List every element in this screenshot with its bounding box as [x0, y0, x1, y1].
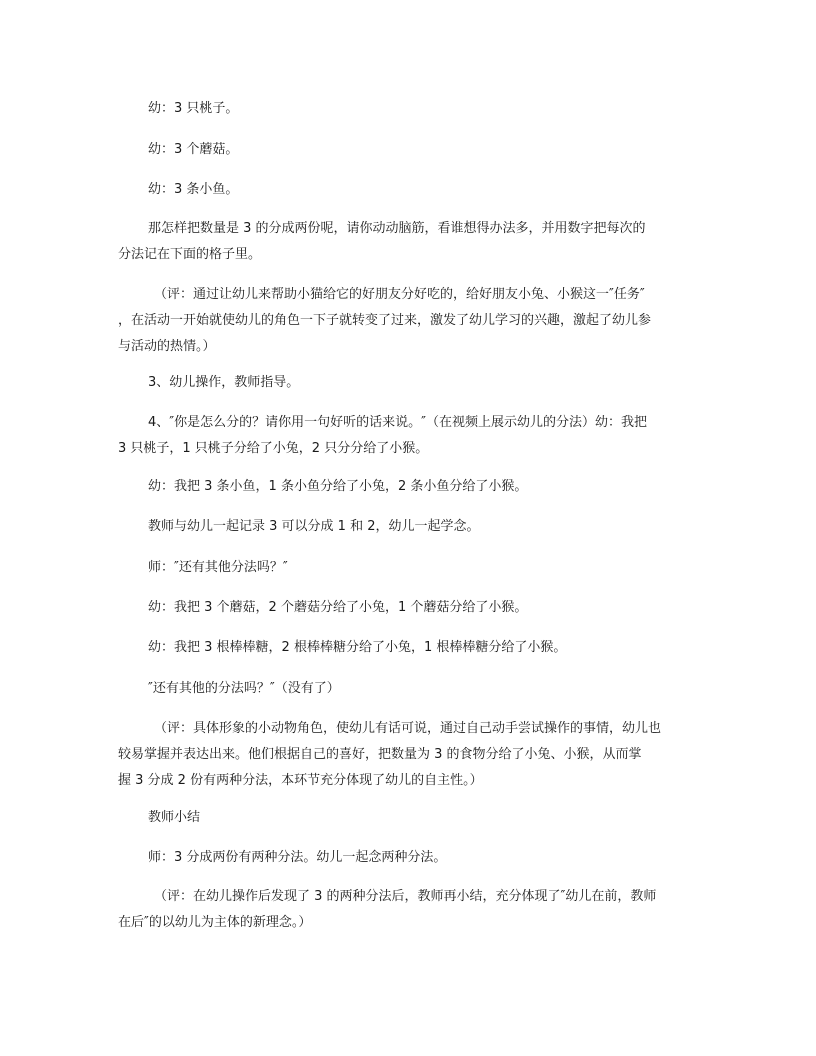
text-line: （评：在幼儿操作后发现了 3 的两种分法后，教师再小结，充分体现了″幼儿在前，教师 [154, 889, 657, 904]
text-line: 幼：3 条小鱼。 [148, 182, 239, 197]
paragraph-9 [118, 514, 702, 540]
paragraph-10 [118, 555, 702, 581]
paragraph-11 [118, 595, 702, 621]
text-line: 分法记在下面的格子里。 [118, 247, 262, 262]
text-line: ″还有其他的分法吗？″（没有了） [148, 681, 340, 696]
text-line: 幼：3 只桃子。 [148, 101, 239, 116]
paragraph-14 [118, 716, 702, 794]
paragraph-5 [118, 282, 702, 360]
text-line: 教师小结 [148, 810, 201, 825]
text-line: 较易掌握并表达出来。他们根据自己的喜好，把数量为 3 的食物分给了小兔、小猴，从而掌 [118, 747, 642, 762]
text-line: 教师与幼儿一起记录 3 可以分成 1 和 2，幼儿一起学念。 [148, 519, 480, 534]
text-line: （评：具体形象的小动物角色，使幼儿有话可说，通过自己动手尝试操作的事情，幼儿也 [154, 721, 662, 736]
paragraph-3 [118, 177, 702, 203]
text-line: 在后″的以幼儿为主体的新理念。） [118, 915, 312, 930]
text-line: 幼：我把 3 个蘑菇，2 个蘑菇分给了小兔，1 个蘑菇分给了小猴。 [148, 600, 528, 615]
paragraph-1 [118, 96, 702, 122]
text-line: ，在活动一开始就使幼儿的角色一下子就转变了过来，激发了幼儿学习的兴趣，激起了幼儿参 [118, 313, 652, 328]
paragraph-17 [118, 884, 702, 936]
text-line: 4、″你是怎么分的？请你用一句好听的话来说。″（在视频上展示幼儿的分法）幼：我把 [148, 415, 647, 430]
paragraph-6 [118, 370, 702, 396]
text-line: 那怎样把数量是 3 的分成两份呢，请你动动脑筋，看谁想得办法多，并用数字把每次的 [148, 221, 646, 236]
paragraph-7 [118, 410, 702, 462]
text-line: 幼：3 个蘑菇。 [148, 142, 239, 157]
paragraph-2 [118, 137, 702, 163]
text-line: 幼：我把 3 根棒棒糖，2 根棒棒糖分给了小兔，1 根棒棒糖分给了小猴。 [148, 640, 567, 655]
text-line: 3、幼儿操作，教师指导。 [148, 375, 300, 390]
text-line: （评：通过让幼儿来帮助小猫给它的好朋友分好吃的，给好朋友小兔、小猴这一″任务″ [154, 287, 645, 302]
paragraph-4 [118, 216, 702, 268]
text-line: 3 只桃子，1 只桃子分给了小兔，2 只分分给了小猴。 [118, 441, 429, 456]
paragraph-16 [118, 845, 702, 871]
text-line: 师：3 分成两份有两种分法。幼儿一起念两种分法。 [148, 850, 447, 865]
text-line: 握 3 分成 2 份有两种分法，本环节充分体现了幼儿的自主性。） [118, 773, 483, 788]
text-line: 师：″还有其他分法吗？″ [148, 560, 288, 575]
paragraph-15 [118, 805, 702, 831]
paragraph-8 [118, 474, 702, 500]
paragraph-13 [118, 676, 702, 702]
paragraph-12 [118, 635, 702, 661]
text-line: 与活动的热情。） [118, 339, 216, 354]
text-line: 幼：我把 3 条小鱼，1 条小鱼分给了小兔，2 条小鱼分给了小猴。 [148, 479, 528, 494]
